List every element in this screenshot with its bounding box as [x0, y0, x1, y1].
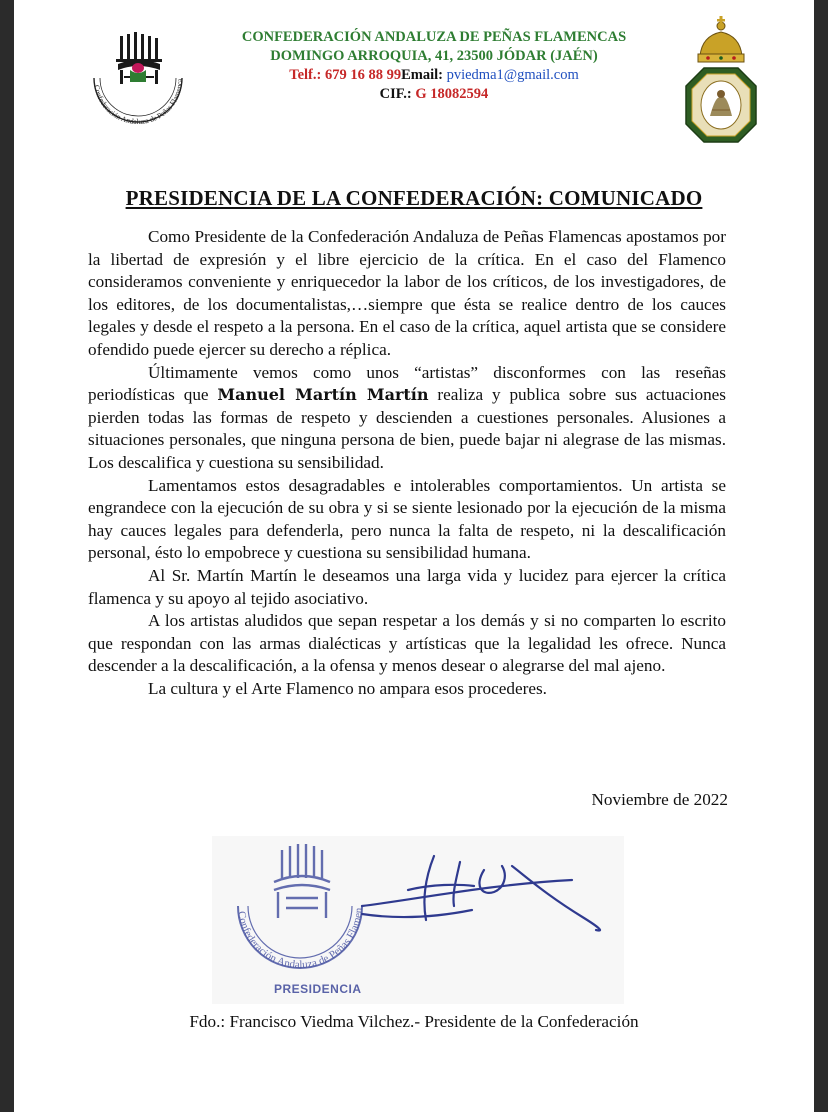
document-date: Noviembre de 2022	[591, 790, 728, 809]
highlighted-name: Manuel Martín Martín	[217, 385, 429, 405]
confederation-logo-left	[80, 30, 196, 136]
paragraph-6: La cultura y el Arte Flamenco no ampara esos procederes.	[148, 678, 547, 698]
paragraph-2-text-end: realiza y publica sobre sus actuaciones pierden todas las formas de respeto y descienden a cuestiones personales. Alusiones a situaciones personales, que ninguna persona de bien, puede bajar ni alegrase de las mismas. Los descalifica y cuestiona su sensibilidad.	[88, 385, 726, 472]
paragraph-3: Lamentamos estos desagradables e intolerables comportamientos. Un artista se engrandece con la ejecución de su obra y si se siente lesionado por la ejecución de la misma hay cauces legales para defenderla, pero nunca la falta de respeto, ni la descalificación personal, ésto lo empobrece y cuestiona su sensibilidad humana.	[88, 475, 726, 563]
letterhead-email[interactable]: pviedma1@gmail.com	[446, 67, 579, 83]
stamp-presidencia-label: PRESIDENCIA	[274, 982, 362, 996]
letterhead-org-name: CONFEDERACIÓN ANDALUZA DE PEÑAS FLAMENCAS	[241, 29, 627, 45]
document-page	[14, 0, 814, 1112]
logo-ring-text: Confederación Andaluza de Peñas Flamenca	[92, 78, 185, 127]
paragraph-4: Al Sr. Martín Martín le deseamos una larga vida y lucidez para ejercer la crítica flamenca y su apoyo al tejido asociativo.	[88, 565, 726, 608]
stamp-ring-text: Confederación Andaluza de Peñas Flamen	[235, 907, 366, 972]
letterhead-email-label: Email:	[401, 67, 447, 83]
letterhead	[204, 28, 664, 104]
paragraph-5: A los artistas aludidos que sepan respetar a los demás y si no comparten lo escrito que respondan con las armas dialécticas y artísticas que la legalidad les ofrece. Nunca descender a la descalificación, a la ofensa y menos desear o alegrarse del mal ajeno.	[88, 611, 726, 676]
letterhead-address: DOMINGO ARROQUIA, 41, 23500 JÓDAR (JAÉN)	[270, 48, 598, 64]
paragraph-2	[88, 362, 726, 475]
document-title: PRESIDENCIA DE LA CONFEDERACIÓN: COMUNICADO	[125, 186, 703, 210]
document-body	[88, 226, 726, 700]
handwritten-signature	[362, 856, 600, 931]
letterhead-cif: G 18082594	[415, 86, 489, 102]
paragraph-1: Como Presidente de la Confederación Andaluza de Peñas Flamencas apostamos por la libertad de expresión y el libre ejercicio de la crítica. En el caso del Flamenco consideramos conveniente y enriquecedor la labor de los críticos, de los investigadores, de los editores, de los documentalistas,…siempre que ésta se realice dentro de los cauces legales y desde el respeto a la persona. En el caso de la crítica, aquel artista que se considere ofendido puede ejercer su derecho a réplica.	[88, 227, 726, 359]
letterhead-cif-label: CIF.:	[379, 86, 416, 102]
signed-by-line: Fdo.: Francisco Viedma Vilchez.- Presidente de la Confederación	[189, 1012, 639, 1031]
crest-logo-right	[682, 12, 760, 150]
paragraph-2-text-start: Últimamente vemos como unos “artistas” disconformes con las reseñas periodísticas que	[88, 362, 726, 405]
letterhead-phone: Telf.: 679 16 88 99	[289, 67, 402, 83]
stamp-and-signature-image	[212, 836, 624, 1004]
signature-stamp-area	[212, 836, 624, 1004]
